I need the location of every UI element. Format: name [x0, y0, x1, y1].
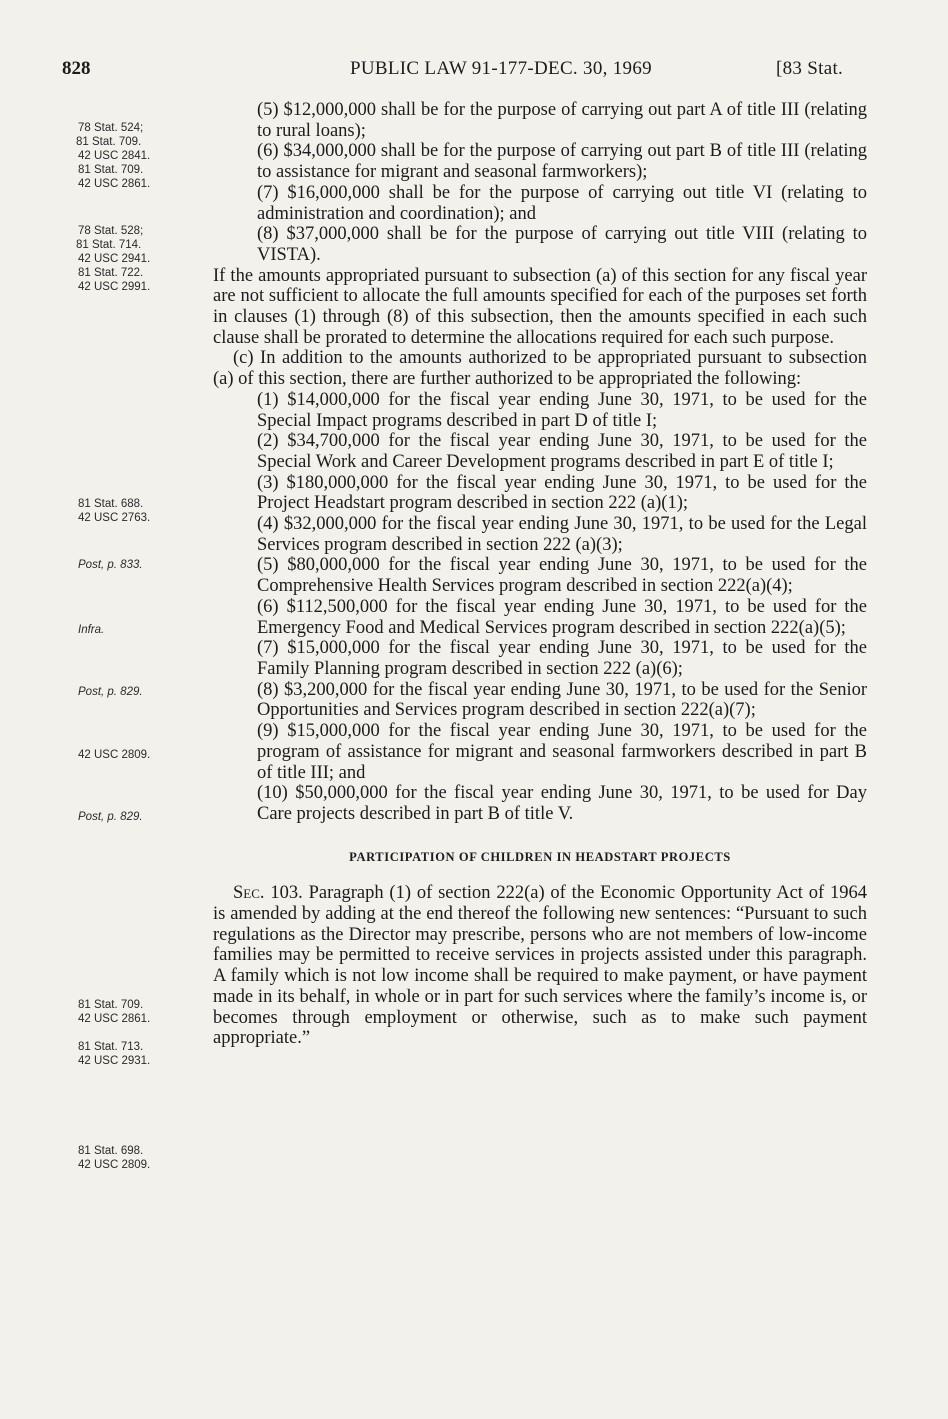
citation-line: 42 USC 2941.	[78, 253, 151, 265]
margin-citation	[78, 163, 218, 191]
margin-citation	[78, 748, 218, 762]
clause-b6: (6) $34,000,000 shall be for the purpose of carrying out part B of title III (relating to assistance for migrant and seasonal farmworkers);	[257, 141, 867, 183]
margin-citation	[78, 810, 218, 824]
clause-c4: (4) $32,000,000 for the fiscal year ending June 30, 1971, to be used for the Legal Services program described in section 222 (a)(3);	[257, 514, 867, 555]
clause-c7: (7) $15,000,000 for the fiscal year ending June 30, 1971, to be used for the Family Planning program described in section 222 (a)(6);	[257, 638, 867, 679]
clause-c10: (10) $50,000,000 for the fiscal year ending June 30, 1971, to be used for Day Care projects described in part B of title V.	[257, 783, 867, 824]
citation-line: 42 USC 2861.	[78, 178, 151, 190]
margin-citation	[78, 1040, 218, 1068]
running-title: PUBLIC LAW 91-177-DEC. 30, 1969	[350, 58, 652, 79]
subsection-c: (c) In addition to the amounts authorized to be appropriated pursuant to subsection (a) of this section, there are further authorized to be appropriated the following:	[213, 348, 867, 390]
citation-line: 81 Stat. 714.	[76, 239, 142, 251]
section-heading: PARTICIPATION OF CHILDREN IN HEADSTART PROJECTS	[349, 849, 731, 864]
citation-line: 78 Stat. 524;	[78, 122, 144, 134]
citation-line: 42 USC 2809.	[78, 1159, 151, 1171]
clause-b5: (5) $12,000,000 shall be for the purpose of carrying out part A of title III (relating to rural loans);	[257, 100, 867, 141]
citation-line: 78 Stat. 528;	[78, 225, 144, 237]
citation-line: Infra.	[78, 624, 105, 636]
clause-c8: (8) $3,200,000 for the fiscal year ending June 30, 1971, to be used for the Senior Opportunities and Services program described in section 222(a)(7);	[257, 679, 867, 721]
clause-b7: (7) $16,000,000 shall be for the purpose of carrying out title VI (relating to administration and coordination); and	[257, 182, 867, 224]
citation-line: 81 Stat. 709.	[78, 999, 144, 1011]
margin-citation	[78, 224, 218, 294]
citation-line: 42 USC 2841.	[78, 150, 151, 162]
clause-c5: (5) $80,000,000 for the fiscal year ending June 30, 1971, to be used for the Comprehensive Health Services program described in section 222(a)(4);	[257, 555, 867, 597]
citation-line: 81 Stat. 722.	[78, 267, 144, 279]
citation-line: 42 USC 2809.	[78, 749, 151, 761]
section-label: Sec. 103.	[233, 883, 303, 904]
margin-citation	[78, 998, 218, 1026]
citation-line: 42 USC 2861.	[78, 1013, 151, 1025]
margin-citation	[78, 623, 218, 637]
citation-line: 42 USC 2931.	[78, 1055, 151, 1067]
margin-citation	[78, 497, 218, 525]
margin-citation	[78, 121, 218, 163]
citation-line: Post, p. 833.	[78, 559, 143, 571]
proration-paragraph: If the amounts appropriated pursuant to subsection (a) of this section for any fiscal year are not sufficient to allocate the full amounts specified for each of the purposes set forth in clauses (1) through (8) of this subsection, then the amounts specified in each such clause shall be prorated to determine the allocations required for each such purpose.	[213, 265, 867, 348]
citation-line: 42 USC 2991.	[78, 281, 151, 293]
citation-line: 81 Stat. 709.	[78, 164, 144, 176]
citation-line: Post, p. 829.	[78, 686, 143, 698]
clause-c6: (6) $112,500,000 for the fiscal year ending June 30, 1971, to be used for the Emergency Food and Medical Services program described in section 222(a)(5);	[257, 596, 867, 638]
volume-reference: [83 Stat.	[776, 58, 844, 79]
clause-c3: (3) $180,000,000 for the fiscal year ending June 30, 1971, to be used for the Project Headstart program described in section 222 (a)(1);	[257, 472, 867, 514]
clause-b8: (8) $37,000,000 shall be for the purpose of carrying out title VIII (relating to VISTA).	[257, 224, 867, 265]
clause-c1: (1) $14,000,000 for the fiscal year ending June 30, 1971, to be used for the Special Impact programs described in part D of title I;	[257, 389, 867, 431]
citation-line: 42 USC 2763.	[78, 512, 151, 524]
section-text: Paragraph (1) of section 222(a) of the Economic Opportunity Act of 1964 is amended by adding at the end thereof the following new sentences: “Pursuant to such regulations as the Director may prescribe, persons who are not members of low-income families may be permitted to receive services in projects assisted under this paragraph. A family which is not low income shall be required to make payment, or have payment made in its behalf, in whole or in part for such services where the family’s income is, or becomes through employment or otherwise, such as to make such payment appropriate.”	[213, 883, 868, 1049]
statute-body	[213, 100, 867, 1049]
citation-line: 81 Stat. 688.	[78, 498, 144, 510]
margin-citation	[78, 558, 218, 572]
page-header	[0, 58, 948, 88]
clause-c9: (9) $15,000,000 for the fiscal year ending June 30, 1971, to be used for the program of assistance for migrant and seasonal farmworkers described in part B of title III; and	[257, 721, 867, 783]
citation-line: 81 Stat. 713.	[78, 1041, 144, 1053]
clause-c2: (2) $34,700,000 for the fiscal year ending June 30, 1971, to be used for the Special Work and Career Development programs described in part E of title I;	[257, 431, 867, 472]
margin-citation	[78, 1144, 218, 1172]
section-103-paragraph	[213, 883, 867, 1049]
margin-citation	[78, 685, 218, 699]
citation-line: 81 Stat. 709.	[76, 136, 142, 148]
citation-line: 81 Stat. 698.	[78, 1145, 144, 1157]
citation-line: Post, p. 829.	[78, 811, 143, 823]
page-number: 828	[62, 58, 91, 79]
